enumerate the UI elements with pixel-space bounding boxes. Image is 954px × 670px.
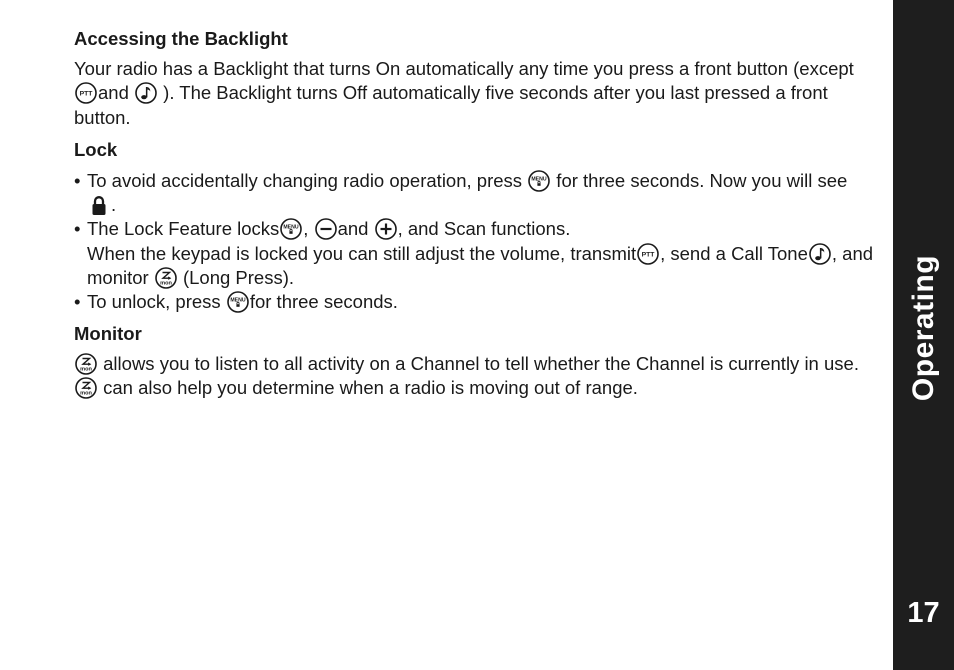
plus-button-icon (375, 218, 397, 240)
text-span: The Lock Feature locks (87, 218, 280, 240)
bullet: • (74, 291, 81, 313)
minus-button-icon (315, 218, 337, 240)
menu-button-icon (227, 291, 249, 313)
text-span: and (98, 82, 135, 104)
section-sidebar (893, 0, 954, 670)
backlight-heading: Accessing the Backlight (74, 28, 288, 49)
text-span: . (111, 194, 117, 216)
lock-bullet-3 (74, 290, 874, 314)
page-content (74, 27, 874, 400)
menu-button-icon (280, 218, 302, 240)
call-tone-note-icon (135, 82, 157, 104)
page-number: 17 (907, 597, 940, 629)
monitor-button-icon (155, 267, 177, 289)
backlight-paragraph (74, 57, 874, 130)
text-span: , and Scan functions. (397, 218, 571, 240)
lock-bullet-list (74, 169, 874, 315)
text-span: ). The Backlight turns Off automatically five seconds after you last pressed a front button. (74, 82, 828, 128)
text-span: (Long Press). (177, 267, 295, 289)
text-span: , send a Call Tone (660, 242, 808, 264)
text-span: for three seconds. (249, 291, 398, 313)
menu-button-icon (528, 170, 550, 192)
text-span: , (303, 218, 314, 240)
call-tone-note-icon (809, 243, 831, 265)
text-span: Your radio has a Backlight that turns On automatically any time you press a front button (except (74, 58, 854, 79)
text-span: and (337, 218, 374, 240)
text-span: can also help you determine when a radio is moving out of range. (98, 376, 638, 398)
ptt-button-icon (75, 82, 97, 104)
text-span: To avoid accidentally changing radio operation, press (87, 169, 528, 191)
lock-bullet-2 (74, 217, 874, 290)
text-span: allows you to listen to all activity on a Channel to tell whether the Channel is currently in use. (98, 352, 859, 374)
monitor-paragraph (74, 352, 874, 401)
lock-heading: Lock (74, 138, 118, 160)
bullet: • (74, 169, 81, 191)
monitor-heading: Monitor (74, 322, 142, 344)
text-span: for three seconds. Now you will see (551, 169, 848, 191)
bullet: • (74, 218, 81, 240)
lock-bullet-1 (74, 169, 874, 218)
text-span: When the keypad is locked you can still adjust the volume, transmit (87, 242, 637, 264)
ptt-button-icon (637, 243, 659, 265)
text-span: To unlock, press (87, 291, 226, 313)
monitor-button-icon (75, 377, 97, 399)
monitor-button-icon (75, 353, 97, 375)
lock-icon (88, 194, 110, 216)
text-span: , and monitor (87, 242, 874, 289)
sidebar-section-title: Operating (906, 254, 940, 402)
